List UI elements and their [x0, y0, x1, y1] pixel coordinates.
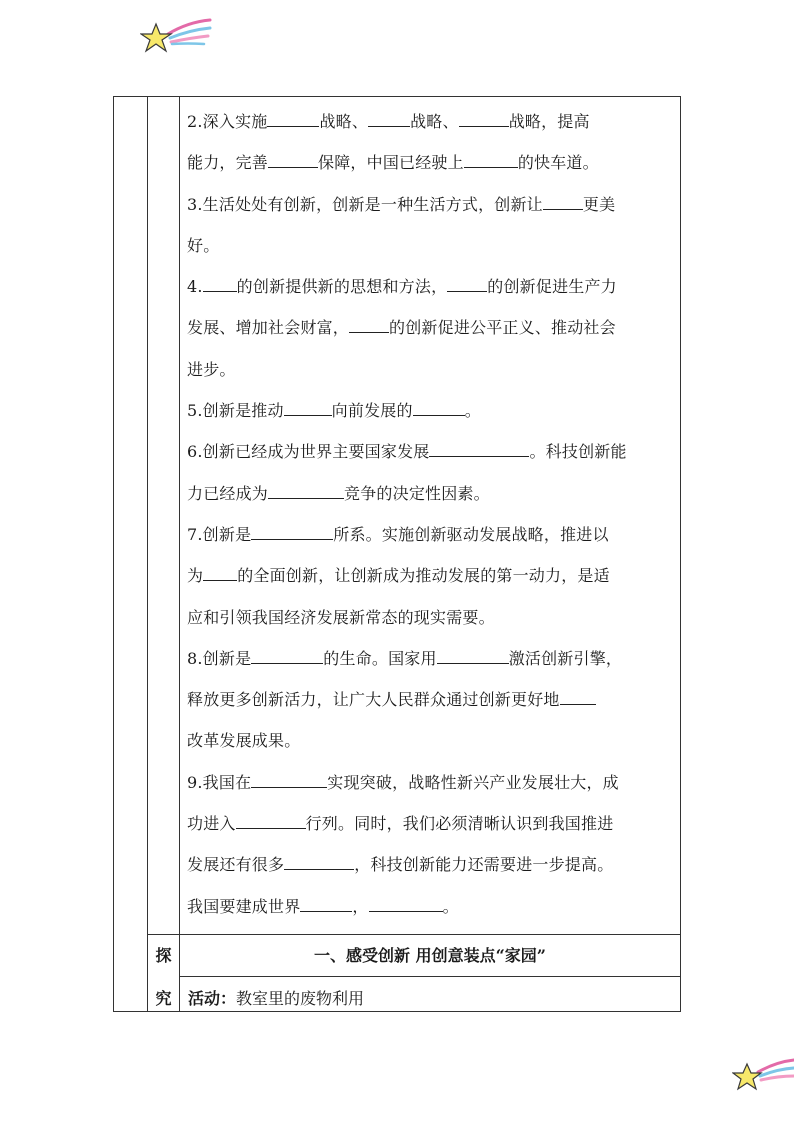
shooting-star-icon: [140, 18, 212, 60]
answer-blank[interactable]: [251, 648, 323, 664]
fill-in-questions: [187, 101, 677, 927]
answer-blank[interactable]: [543, 194, 583, 210]
answer-blank[interactable]: [560, 689, 596, 705]
answer-blank[interactable]: [203, 565, 237, 581]
answer-blank[interactable]: [300, 896, 352, 912]
worksheet-table: [113, 96, 681, 1012]
answer-blank[interactable]: [284, 854, 354, 870]
table-column-divider: [147, 97, 148, 1011]
side-label-char: 究: [155, 989, 172, 1008]
table-column-divider: [179, 97, 180, 1011]
activity-text: 教室里的废物利用: [236, 989, 365, 1008]
answer-blank[interactable]: [369, 896, 443, 912]
answer-blank[interactable]: [251, 772, 327, 788]
section-title: 一、感受创新 用创意装点“家园”: [314, 946, 546, 965]
table-row-divider: [179, 976, 680, 977]
question-9: 9.我国在 实现突破，战略性新兴产业发展壮大，成 功进入 行列。同时，我们必须清晰认识到我国推进 发展还有很多 ，科技创新能力还需要进一步提高。 我国要建成世界 ， 。: [187, 772, 619, 916]
answer-blank[interactable]: [447, 276, 487, 292]
answer-blank[interactable]: [464, 152, 518, 168]
answer-blank[interactable]: [203, 276, 237, 292]
answer-blank[interactable]: [284, 400, 332, 416]
activity-label: 活动：: [188, 989, 237, 1008]
activity-line: [188, 986, 364, 1009]
answer-blank[interactable]: [267, 111, 319, 127]
answer-blank[interactable]: [349, 317, 389, 333]
side-label-char: 探: [155, 946, 172, 965]
question-8: 8.创新是 的生命。国家用 激活创新引擎， 释放更多创新活力，让广大人民群众通过创新更好地 改革发展成果。: [187, 648, 623, 751]
question-3: 3.生活处处有创新，创新是一种生活方式，创新让 更美 好。: [187, 194, 616, 255]
answer-blank[interactable]: [268, 483, 344, 499]
answer-blank[interactable]: [368, 111, 410, 127]
answer-blank[interactable]: [251, 524, 333, 540]
answer-blank[interactable]: [437, 648, 509, 664]
answer-blank[interactable]: [268, 152, 318, 168]
answer-blank[interactable]: [429, 441, 529, 457]
shooting-star-icon: [732, 1058, 794, 1096]
answer-blank[interactable]: [236, 813, 306, 829]
question-4: 4. 的创新提供新的思想和方法， 的创新促进生产力 发展、增加社会财富， 的创新促进公平正义、推动社会 进步。: [187, 277, 617, 379]
question-6: 6.创新已经成为世界主要国家发展 。科技创新能 力已经成为 竞争的决定性因素。: [187, 442, 627, 503]
question-5: 5.创新是推动 向前发展的 。: [187, 401, 481, 421]
question-2: 2.深入实施 战略、 战略、 战略，提高 能力，完善 保障，中国已经驶上 的快车道。: [187, 112, 599, 173]
answer-blank[interactable]: [413, 400, 465, 416]
question-7: 7.创新是 所系。实施创新驱动发展战略，推进以 为 的全面创新，让创新成为推动发展的第一动力，是适 应和引领我国经济发展新常态的现实需要。: [187, 524, 610, 627]
table-row-divider: [147, 934, 680, 935]
answer-blank[interactable]: [459, 111, 509, 127]
